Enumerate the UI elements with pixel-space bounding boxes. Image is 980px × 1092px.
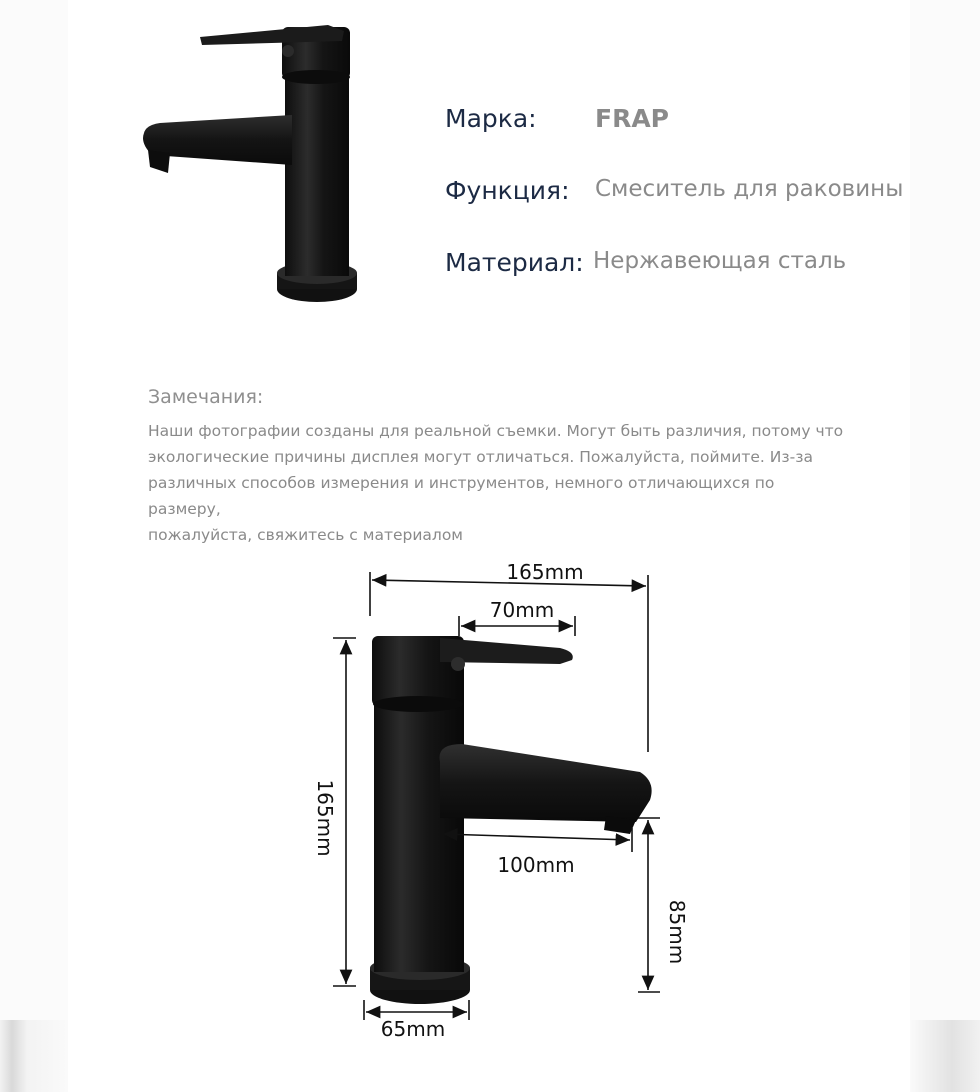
faucet-diagram-image bbox=[370, 636, 652, 1004]
dim-base-diameter-label: 65mm bbox=[380, 1017, 446, 1041]
notes-line: Наши фотографии созданы для реальной съемки. Могут быть различия, потому что bbox=[148, 422, 844, 440]
notes-title: Замечания: bbox=[148, 386, 264, 408]
spec-material-value: Нержавеющая сталь bbox=[593, 248, 847, 274]
spec-function-label: Функция: bbox=[445, 176, 570, 205]
notes-line: пожалуйста, свяжитесь с материалом bbox=[148, 526, 464, 544]
dim-total-width-label: 165mm bbox=[506, 560, 584, 584]
spec-brand-label: Марка: bbox=[445, 104, 537, 133]
spec-function-value: Смеситель для раковины bbox=[595, 176, 904, 202]
notes-line: различных способов измерения и инструментов, немного отличающихся по размеру, bbox=[148, 474, 775, 518]
dim-total-height-label: 165mm bbox=[313, 779, 337, 857]
dim-spout-reach-label: 100mm bbox=[497, 853, 575, 877]
spec-material-label: Материал: bbox=[445, 248, 584, 277]
notes-line: экологические причины дисплея могут отличаться. Пожалуйста, поймите. Из-за bbox=[148, 448, 813, 466]
spec-brand-value: FRAP bbox=[595, 104, 669, 133]
dim-handle-length-label: 70mm bbox=[489, 598, 555, 622]
dim-spout-height-label: 85mm bbox=[665, 899, 689, 965]
